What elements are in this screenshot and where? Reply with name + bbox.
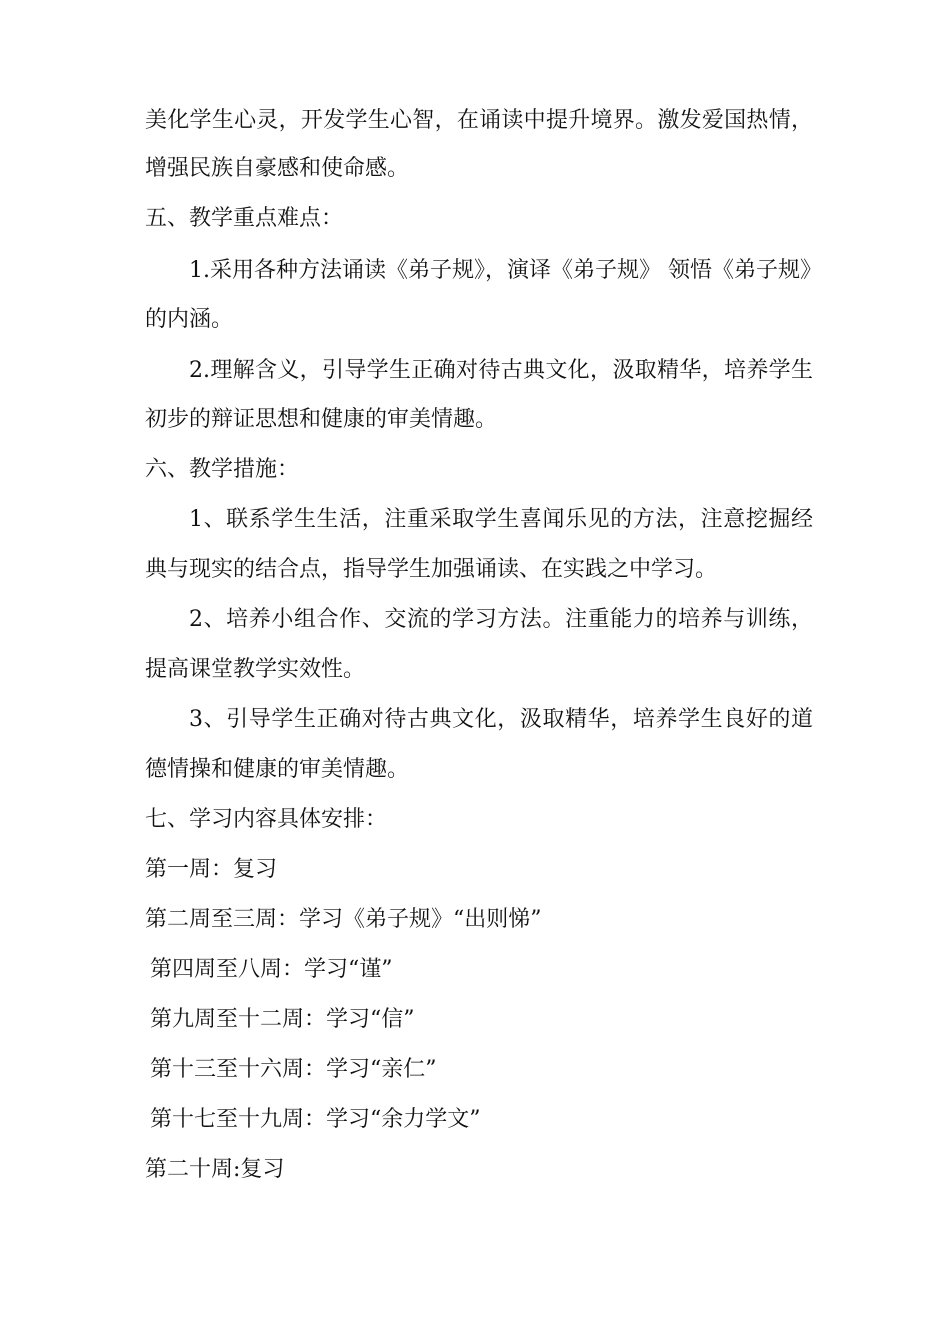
text-line: 提高课堂教学实效性。 [145, 657, 366, 682]
section-heading: 五、教学重点难点： [145, 206, 344, 231]
text-line: 增强民族自豪感和使命感。 [145, 156, 410, 181]
section-heading: 七、学习内容具体安排： [145, 807, 388, 832]
text-line: 典与现实的结合点，指导学生加强诵读、在实践之中学习。 [145, 557, 718, 582]
text-line: 1.采用各种方法诵读《弟子规》，演译《弟子规》 领悟《弟子规》 [189, 258, 822, 283]
schedule-item: 第二十周:复习 [145, 1157, 285, 1182]
schedule-item: 第二周至三周：学习《弟子规》“出则悌” [145, 907, 542, 932]
text-line: 初步的辩证思想和健康的审美情趣。 [145, 407, 498, 432]
text-line: 2.理解含义，引导学生正确对待古典文化，汲取精华，培养学生 [189, 358, 813, 383]
text-line: 3、引导学生正确对待古典文化，汲取精华，培养学生良好的道 [189, 707, 813, 732]
text-line: 2、培养小组合作、交流的学习方法。注重能力的培养与训练， [189, 607, 813, 632]
schedule-item: 第十七至十九周：学习“余力学文” [150, 1107, 481, 1132]
section-heading: 六、教学措施： [145, 457, 300, 482]
schedule-item: 第十三至十六周：学习“亲仁” [150, 1057, 437, 1082]
schedule-item: 第九周至十二周：学习“信” [150, 1007, 415, 1032]
text-line: 德情操和健康的审美情趣。 [145, 757, 410, 782]
text-line: 的内涵。 [145, 307, 234, 332]
schedule-item: 第四周至八周：学习“谨” [150, 957, 393, 982]
text-line: 美化学生心灵，开发学生心智，在诵读中提升境界。激发爱国热情， [145, 108, 813, 133]
schedule-item: 第一周：复习 [145, 857, 278, 882]
text-line: 1、联系学生生活，注重采取学生喜闻乐见的方法，注意挖掘经 [189, 507, 813, 532]
